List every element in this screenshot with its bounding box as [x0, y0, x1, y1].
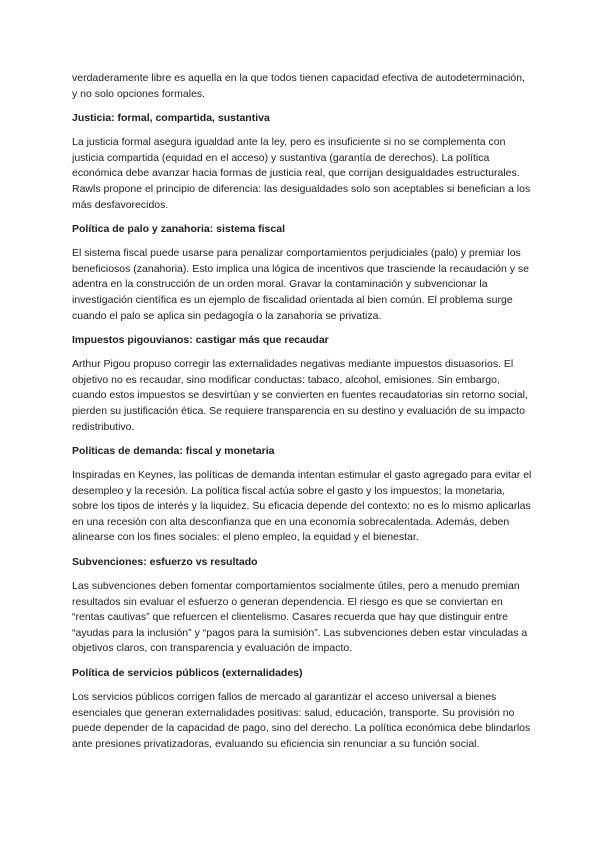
- section-heading: Política de palo y zanahoria: sistema fiscal: [72, 223, 285, 236]
- section-servicios-publicos: [72, 666, 532, 752]
- section-subvenciones: [72, 555, 532, 657]
- section-body: La justicia formal asegura igualdad ante la ley, pero es insuficiente si no se complementa con justicia compartida (equidad en el acceso) y sustantiva (garantía de derechos). La política económica debe avanzar hacia formas de justicia real, que corrijan desigualdades estructurales. Rawls propone el principio de diferencia: las desigualdades solo son aceptables si benefician a los más desfavorecidos.: [72, 136, 531, 211]
- section-palo-zanahoria: [72, 222, 532, 324]
- section-heading: Impuestos pigouvianos: castigar más que recaudar: [72, 334, 329, 347]
- document-page: [72, 71, 532, 761]
- section-heading: Políticas de demanda: fiscal y monetaria: [72, 445, 275, 458]
- section-body: Arthur Pigou propuso corregir las externalidades negativas mediante impuestos disuasorios. El objetivo no es recaudar, sino modificar conductas: tabaco, alcohol, emisiones. Sin embargo, cuando estos impuestos se desvirtúan y se convierten en fuentes recaudatorias sin retorno social, pierden su justificación ética. Se requiere transparencia en su destino y evaluación de su impacto redistributivo.: [72, 358, 528, 433]
- section-impuestos-pigouvianos: [72, 333, 532, 435]
- section-heading: Justicia: formal, compartida, sustantiva: [72, 112, 270, 125]
- section-body: Las subvenciones deben fomentar comportamientos socialmente útiles, pero a menudo premian resultados sin evaluar el esfuerzo o generan dependencia. El riesgo es que se conviertan en “rentas cautivas” que refuercen el clientelismo. Casares recuerda que hay que distinguir entre “ayudas para la inclusión” y “pagos para la sumisión”. Las subvenciones deben estar vinculadas a objetivos claros, con transparencia y evaluación de impacto.: [72, 580, 528, 655]
- section-body: El sistema fiscal puede usarse para penalizar comportamientos perjudiciales (palo) y premiar los beneficiosos (zanahoria). Esto implica una lógica de incentivos que trasciende la recaudación y se adentra en la construcción de un orden moral. Gravar la contaminación y subvencionar la investigación científica es un ejemplo de fiscalidad orientada al bien común. El problema surge cuando el palo se aplica sin pedagogía o la zanahoria se privatiza.: [72, 247, 530, 322]
- intro-paragraph: verdaderamente libre es aquella en la que todos tienen capacidad efectiva de autodeterminación, y no solo opciones formales.: [72, 72, 525, 100]
- section-heading: Política de servicios públicos (externalidades): [72, 667, 303, 680]
- section-body: Inspiradas en Keynes, las políticas de demanda intentan estimular el gasto agregado para evitar el desempleo y la recesión. La política fiscal actúa sobre el gasto y los impuestos; la monetaria, sobre los tipos de interés y la liquidez. Su eficacia depende del contexto: no es lo mismo aplicarlas en una recesión con alta desconfianza que en una economía sobrecalentada. Además, deben alinearse con los fines sociales: el pleno empleo, la equidad y el bienestar.: [72, 469, 532, 544]
- section-heading: Subvenciones: esfuerzo vs resultado: [72, 556, 258, 569]
- section-politicas-demanda: [72, 444, 532, 546]
- section-justicia: [72, 111, 532, 213]
- section-body: Los servicios públicos corrigen fallos de mercado al garantizar el acceso universal a bienes esenciales que generan externalidades positivas: salud, educación, transporte. Su provisión no puede depender de la capacidad de pago, sino del derecho. La política económica debe blindarlos ante presiones privatizadoras, evaluando su eficiencia sin renunciar a su función social.: [72, 691, 531, 750]
